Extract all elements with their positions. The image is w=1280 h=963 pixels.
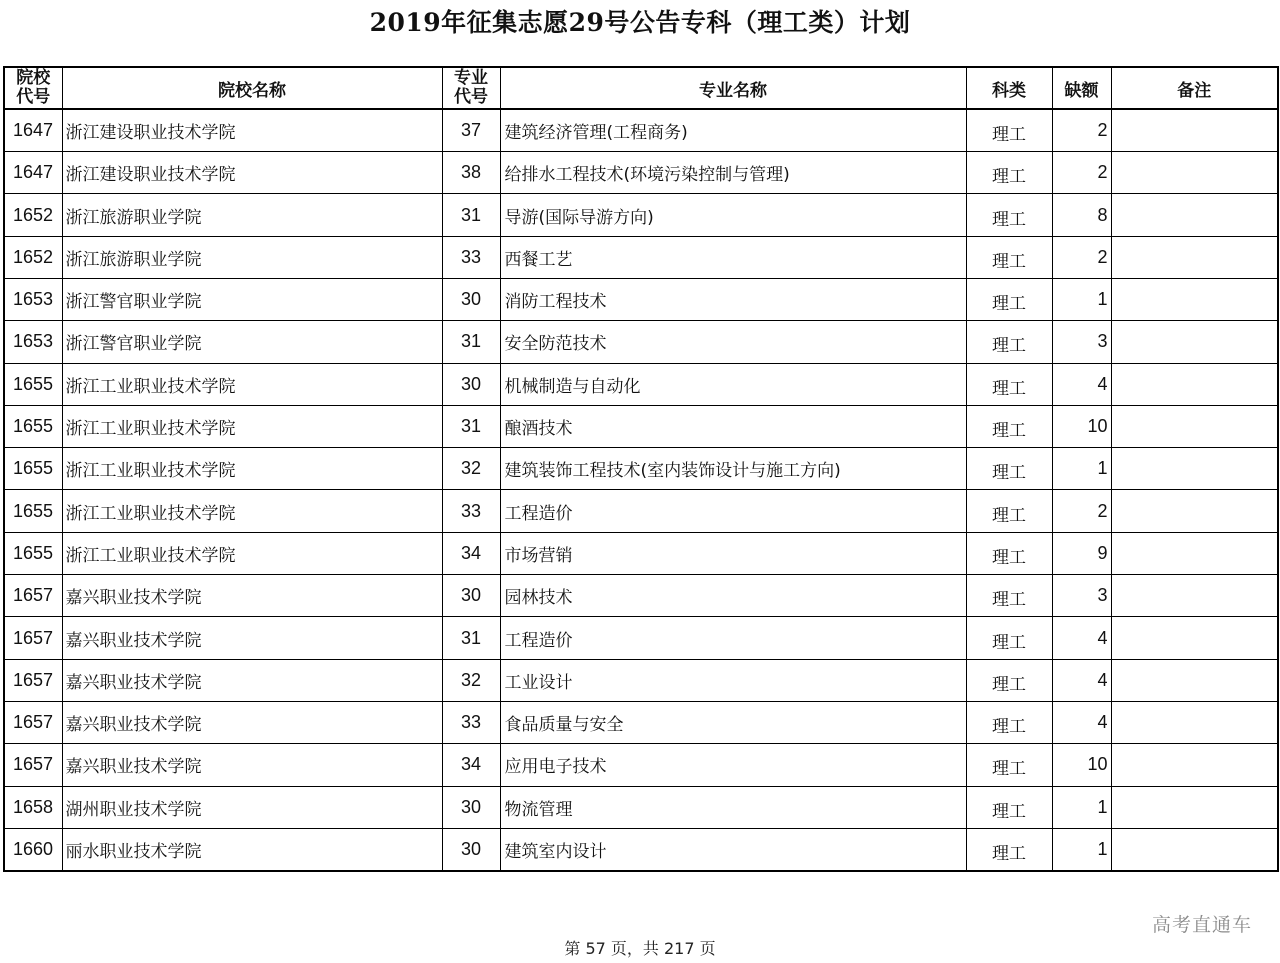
header-school-code-line2: 代号 xyxy=(16,87,51,108)
cell-major-code: 32 xyxy=(442,448,500,490)
cell-quota: 1 xyxy=(1052,786,1111,828)
cell-major-name: 食品质量与安全 xyxy=(500,701,966,743)
cell-school-code: 1653 xyxy=(4,321,62,363)
table-row xyxy=(4,828,1278,870)
cell-school-name: 嘉兴职业技术学院 xyxy=(62,617,442,659)
cell-school-code: 1647 xyxy=(4,109,62,151)
cell-quota: 9 xyxy=(1052,532,1111,574)
cell-major-code: 34 xyxy=(442,744,500,786)
cell-major-name: 工程造价 xyxy=(500,617,966,659)
cell-quota: 3 xyxy=(1052,575,1111,617)
table-row xyxy=(4,109,1278,151)
cell-school-name: 浙江警官职业学院 xyxy=(62,278,442,320)
cell-quota: 1 xyxy=(1052,448,1111,490)
cell-category: 理工 xyxy=(966,152,1052,194)
cell-major-name: 机械制造与自动化 xyxy=(500,363,966,405)
cell-school-code: 1657 xyxy=(4,701,62,743)
table-row xyxy=(4,617,1278,659)
cell-quota: 8 xyxy=(1052,194,1111,236)
cell-major-code: 31 xyxy=(442,321,500,363)
cell-major-code: 30 xyxy=(442,363,500,405)
cell-major-code: 32 xyxy=(442,659,500,701)
cell-note xyxy=(1111,236,1278,278)
cell-quota: 3 xyxy=(1052,321,1111,363)
cell-major-code: 30 xyxy=(442,278,500,320)
cell-school-name: 浙江工业职业技术学院 xyxy=(62,448,442,490)
cell-major-code: 37 xyxy=(442,109,500,151)
table-row xyxy=(4,532,1278,574)
cell-category: 理工 xyxy=(966,490,1052,532)
cell-category: 理工 xyxy=(966,194,1052,236)
cell-school-code: 1655 xyxy=(4,448,62,490)
cell-school-name: 丽水职业技术学院 xyxy=(62,828,442,870)
header-major-code xyxy=(442,67,500,109)
cell-school-code: 1655 xyxy=(4,405,62,447)
table-row xyxy=(4,490,1278,532)
cell-school-name: 嘉兴职业技术学院 xyxy=(62,575,442,617)
cell-school-code: 1657 xyxy=(4,617,62,659)
cell-major-name: 消防工程技术 xyxy=(500,278,966,320)
header-quota: 缺额 xyxy=(1052,67,1111,109)
cell-note xyxy=(1111,278,1278,320)
cell-category: 理工 xyxy=(966,321,1052,363)
cell-quota: 2 xyxy=(1052,109,1111,151)
table-body xyxy=(4,109,1278,870)
cell-school-code: 1655 xyxy=(4,532,62,574)
cell-school-name: 浙江工业职业技术学院 xyxy=(62,490,442,532)
cell-major-code: 30 xyxy=(442,575,500,617)
cell-major-name: 导游(国际导游方向) xyxy=(500,194,966,236)
cell-major-code: 33 xyxy=(442,490,500,532)
table-row xyxy=(4,321,1278,363)
table-row xyxy=(4,786,1278,828)
cell-school-code: 1657 xyxy=(4,575,62,617)
table-row xyxy=(4,194,1278,236)
cell-category: 理工 xyxy=(966,744,1052,786)
cell-school-code: 1655 xyxy=(4,490,62,532)
page-title: 2019年征集志愿29号公告专科（理工类）计划 xyxy=(369,8,911,37)
cell-note xyxy=(1111,194,1278,236)
cell-note xyxy=(1111,448,1278,490)
cell-school-name: 嘉兴职业技术学院 xyxy=(62,744,442,786)
cell-school-code: 1652 xyxy=(4,194,62,236)
cell-category: 理工 xyxy=(966,617,1052,659)
cell-school-code: 1660 xyxy=(4,828,62,870)
cell-quota: 4 xyxy=(1052,659,1111,701)
cell-school-code: 1658 xyxy=(4,786,62,828)
header-note: 备注 xyxy=(1111,67,1278,109)
cell-major-code: 38 xyxy=(442,152,500,194)
cell-category: 理工 xyxy=(966,448,1052,490)
header-school-code xyxy=(4,67,62,109)
header-school-name: 院校名称 xyxy=(62,67,442,109)
cell-major-name: 酿酒技术 xyxy=(500,405,966,447)
cell-category: 理工 xyxy=(966,363,1052,405)
cell-school-code: 1652 xyxy=(4,236,62,278)
cell-major-code: 30 xyxy=(442,786,500,828)
cell-quota: 4 xyxy=(1052,363,1111,405)
watermark: 高考直通车 xyxy=(1151,914,1252,936)
cell-note xyxy=(1111,828,1278,870)
cell-quota: 1 xyxy=(1052,828,1111,870)
table-row xyxy=(4,575,1278,617)
cell-school-name: 浙江旅游职业学院 xyxy=(62,236,442,278)
cell-major-name: 安全防范技术 xyxy=(500,321,966,363)
cell-major-code: 34 xyxy=(442,532,500,574)
cell-major-name: 工程造价 xyxy=(500,490,966,532)
cell-major-name: 应用电子技术 xyxy=(500,744,966,786)
cell-school-name: 浙江建设职业技术学院 xyxy=(62,109,442,151)
table-header-row xyxy=(4,67,1278,109)
cell-note xyxy=(1111,617,1278,659)
cell-category: 理工 xyxy=(966,109,1052,151)
cell-category: 理工 xyxy=(966,659,1052,701)
cell-quota: 1 xyxy=(1052,278,1111,320)
cell-major-code: 33 xyxy=(442,236,500,278)
table-row xyxy=(4,744,1278,786)
cell-school-code: 1657 xyxy=(4,659,62,701)
cell-note xyxy=(1111,701,1278,743)
cell-major-name: 工业设计 xyxy=(500,659,966,701)
cell-quota: 10 xyxy=(1052,405,1111,447)
cell-major-code: 30 xyxy=(442,828,500,870)
header-major-code-line1: 专业 xyxy=(454,68,488,89)
cell-category: 理工 xyxy=(966,575,1052,617)
cell-note xyxy=(1111,363,1278,405)
page-footer: 第 57 页，共 217 页 xyxy=(564,939,716,958)
cell-quota: 4 xyxy=(1052,701,1111,743)
cell-school-name: 浙江工业职业技术学院 xyxy=(62,405,442,447)
cell-note xyxy=(1111,109,1278,151)
cell-category: 理工 xyxy=(966,828,1052,870)
cell-note xyxy=(1111,532,1278,574)
cell-category: 理工 xyxy=(966,405,1052,447)
header-major-name: 专业名称 xyxy=(500,67,966,109)
table-row xyxy=(4,448,1278,490)
cell-major-code: 33 xyxy=(442,701,500,743)
cell-quota: 10 xyxy=(1052,744,1111,786)
plan-table xyxy=(3,66,1279,872)
cell-school-name: 浙江工业职业技术学院 xyxy=(62,532,442,574)
cell-school-name: 浙江警官职业学院 xyxy=(62,321,442,363)
cell-note xyxy=(1111,152,1278,194)
cell-school-name: 浙江旅游职业学院 xyxy=(62,194,442,236)
cell-quota: 2 xyxy=(1052,490,1111,532)
header-category: 科类 xyxy=(966,67,1052,109)
header-major-code-line2: 代号 xyxy=(454,87,488,108)
cell-quota: 2 xyxy=(1052,152,1111,194)
cell-major-code: 31 xyxy=(442,617,500,659)
cell-major-name: 建筑经济管理(工程商务) xyxy=(500,109,966,151)
cell-note xyxy=(1111,405,1278,447)
cell-school-name: 湖州职业技术学院 xyxy=(62,786,442,828)
cell-quota: 4 xyxy=(1052,617,1111,659)
cell-school-code: 1657 xyxy=(4,744,62,786)
cell-school-code: 1647 xyxy=(4,152,62,194)
cell-major-name: 建筑装饰工程技术(室内装饰设计与施工方向) xyxy=(500,448,966,490)
cell-major-code: 31 xyxy=(442,194,500,236)
cell-note xyxy=(1111,659,1278,701)
table-row xyxy=(4,236,1278,278)
table-row xyxy=(4,363,1278,405)
cell-note xyxy=(1111,321,1278,363)
cell-note xyxy=(1111,490,1278,532)
cell-school-code: 1653 xyxy=(4,278,62,320)
table-row xyxy=(4,405,1278,447)
cell-major-name: 西餐工艺 xyxy=(500,236,966,278)
cell-major-name: 园林技术 xyxy=(500,575,966,617)
cell-major-code: 31 xyxy=(442,405,500,447)
cell-note xyxy=(1111,744,1278,786)
table-row xyxy=(4,152,1278,194)
cell-note xyxy=(1111,575,1278,617)
cell-school-code: 1655 xyxy=(4,363,62,405)
table-row xyxy=(4,659,1278,701)
cell-category: 理工 xyxy=(966,236,1052,278)
cell-quota: 2 xyxy=(1052,236,1111,278)
cell-major-name: 物流管理 xyxy=(500,786,966,828)
cell-category: 理工 xyxy=(966,786,1052,828)
cell-school-name: 嘉兴职业技术学院 xyxy=(62,701,442,743)
cell-category: 理工 xyxy=(966,532,1052,574)
cell-school-name: 浙江建设职业技术学院 xyxy=(62,152,442,194)
cell-major-name: 市场营销 xyxy=(500,532,966,574)
cell-major-name: 建筑室内设计 xyxy=(500,828,966,870)
table-row xyxy=(4,701,1278,743)
table-row xyxy=(4,278,1278,320)
cell-school-name: 浙江工业职业技术学院 xyxy=(62,363,442,405)
cell-note xyxy=(1111,786,1278,828)
header-school-code-line1: 院校 xyxy=(16,68,51,89)
cell-category: 理工 xyxy=(966,278,1052,320)
cell-category: 理工 xyxy=(966,701,1052,743)
cell-school-name: 嘉兴职业技术学院 xyxy=(62,659,442,701)
cell-major-name: 给排水工程技术(环境污染控制与管理) xyxy=(500,152,966,194)
